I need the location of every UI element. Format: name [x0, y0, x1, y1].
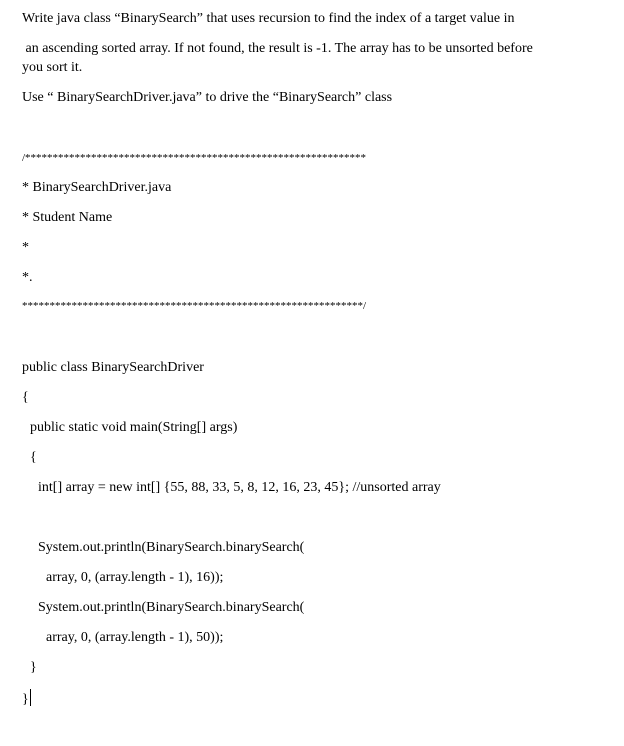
println-call-1: System.out.println(BinarySearch.binarySearch( — [38, 540, 305, 555]
main-brace-open: { — [30, 450, 37, 465]
comment-star-dot: *. — [22, 270, 33, 285]
main-brace-close: } — [30, 660, 37, 675]
prompt-line-1: Write java class “BinarySearch” that uses recursion to find the index of a target value in — [22, 11, 515, 26]
class-brace-close-line[interactable] — [22, 689, 31, 708]
class-declaration: public class BinarySearchDriver — [22, 360, 204, 375]
println-call-2: System.out.println(BinarySearch.binarySearch( — [38, 600, 305, 615]
println-call-1-args: array, 0, (array.length - 1), 16)); — [46, 570, 224, 585]
prompt-line-3: you sort it. — [22, 60, 83, 75]
text-cursor — [30, 689, 31, 706]
prompt-line-2: an ascending sorted array. If not found, the result is -1. The array has to be unsorted before — [22, 41, 533, 56]
comment-header-open: /************************************************************** — [22, 152, 367, 164]
comment-student-name: * Student Name — [22, 210, 113, 225]
array-declaration: int[] array = new int[] {55, 88, 33, 5, 8, 12, 16, 23, 45}; //unsorted array — [38, 480, 441, 495]
prompt-line-4: Use “ BinarySearchDriver.java” to drive the “BinarySearch” class — [22, 90, 393, 105]
println-call-2-args: array, 0, (array.length - 1), 50)); — [46, 630, 224, 645]
comment-star: * — [22, 240, 29, 255]
class-brace-open: { — [22, 390, 29, 405]
main-method-declaration: public static void main(String[] args) — [30, 420, 238, 435]
comment-header-close: **************************************************************/ — [22, 300, 367, 312]
class-brace-close: } — [22, 692, 29, 707]
comment-file-name: * BinarySearchDriver.java — [22, 180, 172, 195]
